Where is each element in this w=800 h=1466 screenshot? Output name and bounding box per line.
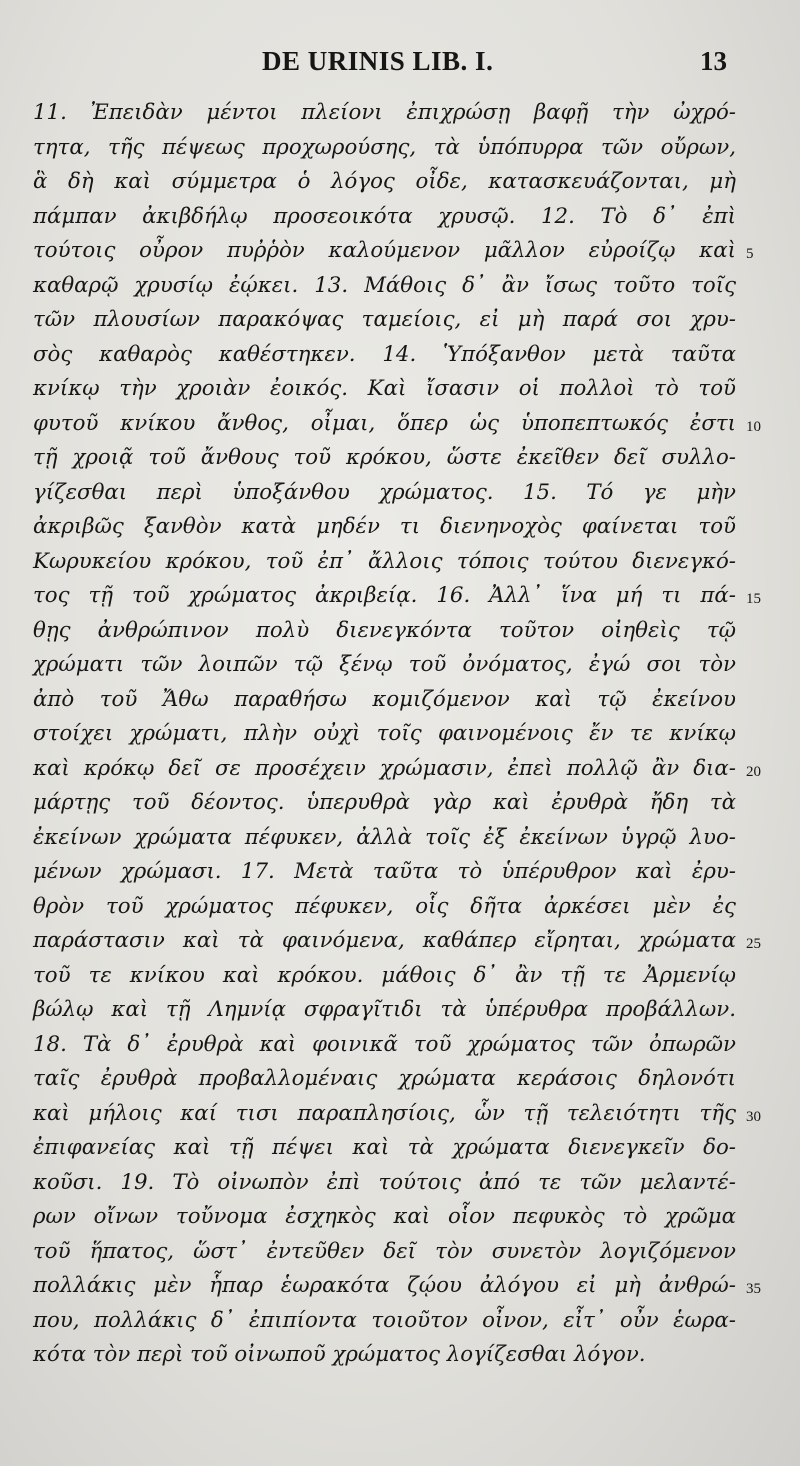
text-line: κνίκῳ τὴν χροιὰν ἐοικός. Καὶ ἴσασιν οἱ πολλοὶ τὸ τοῦ xyxy=(33,376,736,401)
text-line: καὶ μήλοις καί τισι παραπλησίοις, ὧν τῇ τελειότητι τῆς xyxy=(33,1100,736,1126)
text-line: Κωρυκείου κρόκου, τοῦ ἐπ᾽ ἄλλοις τόποις τούτου διενεγκό- xyxy=(33,548,736,574)
page-header xyxy=(0,40,800,80)
line-number: 20 xyxy=(746,763,761,780)
text-line: που, πολλάκις δ᾽ ἐπιπίοντα τοιοῦτον οἶνον, εἶτ᾽ οὖν ἑωρα- xyxy=(33,1307,736,1333)
line-number: 15 xyxy=(746,591,761,607)
line-number: 5 xyxy=(746,246,754,262)
text-line: τῶν πλουσίων παρακόψας ταμείοις, εἰ μὴ παρά σοι χρυ- xyxy=(33,307,736,332)
text-line: τῇ χροιᾷ τοῦ ἄνθους τοῦ κρόκου, ὥστε ἐκεῖθεν δεῖ συλλο- xyxy=(33,445,736,470)
text-line: μένων χρώμασι. 17. Μετὰ ταῦτα τὸ ὑπέρυθρον καὶ ἐρυ- xyxy=(33,859,736,884)
line-number: 10 xyxy=(746,418,761,435)
text-line: φυτοῦ κνίκου ἄνθος, οἶμαι, ὅπερ ὡς ὑποπεπτωκός ἐστι xyxy=(33,410,736,436)
text-line: ἐπιφανείας καὶ τῇ πέψει καὶ τὰ χρώματα διενεγκεῖν δο- xyxy=(33,1135,736,1160)
text-line: μάρτῃς τοῦ δέοντος. ὑπερυθρὰ γὰρ καὶ ἐρυθρὰ ἤδη τὰ xyxy=(33,790,736,815)
line-number: 25 xyxy=(746,936,761,952)
text-line: ἀκριβῶς ξανθὸν κατὰ μηδέν τι διενηνοχὸς φαίνεται τοῦ xyxy=(33,514,736,539)
text-line: πολλάκις μὲν ἧπαρ ἑωρακότα ζῴου ἀλόγου εἰ μὴ ἀνθρώ- xyxy=(33,1273,736,1298)
text-line: καὶ κρόκῳ δεῖ σε προσέχειν χρώμασιν, ἐπεὶ πολλῷ ἂν δια- xyxy=(33,755,736,781)
text-line: ταῖς ἐρυθρὰ προβαλλομέναις χρώματα κεράσοις δηλονότι xyxy=(33,1066,736,1091)
text-line: βώλῳ καὶ τῇ Λημνίᾳ σφραγῖτιδι τὰ ὑπέρυθρα προβάλλων. xyxy=(33,997,736,1022)
text-line: καθαρῷ χρυσίῳ ἐῴκει. 13. Μάθοις δ᾽ ἂν ἴσως τοῦτο τοῖς xyxy=(33,272,736,298)
text-line: 11. Ἐπειδὰν μέντοι πλείονι ἐπιχρώσῃ βαφῇ τὴν ὠχρό- xyxy=(33,100,736,125)
text-line: θῃς ἀνθρώπινον πολὺ διενεγκόντα τοῦτον οἰηθεὶς τῷ xyxy=(33,617,736,643)
text-line: σὸς καθαρὸς καθέστηκεν. 14. Ὑπόξανθον μετὰ ταῦτα xyxy=(33,341,736,367)
page-number: 13 xyxy=(700,46,727,76)
line-number: 35 xyxy=(746,1281,761,1297)
text-line: γίζεσθαι περὶ ὑποξάνθου χρώματος. 15. Τό γε μὴν xyxy=(33,479,736,505)
running-head: DE URINIS LIB. I. xyxy=(262,46,494,76)
text-line: τοῦ τε κνίκου καὶ κρόκου. μάθοις δ᾽ ἂν τῇ τε Ἀρμενίῳ xyxy=(33,962,736,988)
text-line: 18. Τὰ δ᾽ ἐρυθρὰ καὶ φοινικᾶ τοῦ χρώματος τῶν ὀπωρῶν xyxy=(33,1031,736,1057)
text-line: θρὸν τοῦ χρώματος πέφυκεν, οἷς δῆτα ἀρκέσει μὲν ἐς xyxy=(33,893,736,919)
text-line: παράστασιν καὶ τὰ φαινόμενα, καθάπερ εἴρηται, χρώματα xyxy=(33,928,736,953)
line-number: 30 xyxy=(746,1108,761,1125)
text-line: πάμπαν ἀκιβδήλῳ προσεοικότα χρυσῷ. 12. Τὸ δ᾽ ἐπὶ xyxy=(33,203,736,229)
text-line: ἀπὸ τοῦ Ἄθω παραθήσω κομιζόμενον καὶ τῷ ἐκείνου xyxy=(33,686,736,712)
text-line: τούτοις οὖρον πυῤῥὸν καλούμενον μᾶλλον εὐροίζῳ καὶ xyxy=(33,238,736,263)
text-line: τητα, τῆς πέψεως προχωρούσης, τὰ ὑπόπυρρα τῶν οὔρων, xyxy=(33,134,736,160)
text-line: τοῦ ἥπατος, ὥστ᾽ ἐντεῦθεν δεῖ τὸν συνετὸν λογιζόμενον xyxy=(33,1238,736,1264)
text-line: ἃ δὴ καὶ σύμμετρα ὁ λόγος οἶδε, κατασκευάζονται, μὴ xyxy=(33,169,736,194)
text-line: στοίχει χρώματι, πλὴν οὐχὶ τοῖς φαινομένοις ἔν τε κνίκῳ xyxy=(33,721,736,746)
text-line: κοῦσι. 19. Τὸ οἰνωπὸν ἐπὶ τούτοις ἀπό τε τῶν μελαντέ- xyxy=(33,1169,736,1195)
text-line: κότα τὸν περὶ τοῦ οἰνωποῦ χρώματος λογίζεσθαι λόγον. xyxy=(33,1342,646,1367)
text-line: τος τῇ τοῦ χρώματος ἀκριβείᾳ. 16. Ἀλλ᾽ ἵνα μή τι πά- xyxy=(33,583,736,608)
text-line: ἐκείνων χρώματα πέφυκεν, ἀλλὰ τοῖς ἐξ ἐκείνων ὑγρῷ λυο- xyxy=(33,824,736,850)
text-line: χρώματι τῶν λοιπῶν τῷ ξένῳ τοῦ ὀνόματος, ἐγώ σοι τὸν xyxy=(33,652,736,677)
text-line: ρων οἴνων τοὔνομα ἐσχηκὸς καὶ οἷον πεφυκὸς τὸ χρῶμα xyxy=(33,1204,736,1229)
